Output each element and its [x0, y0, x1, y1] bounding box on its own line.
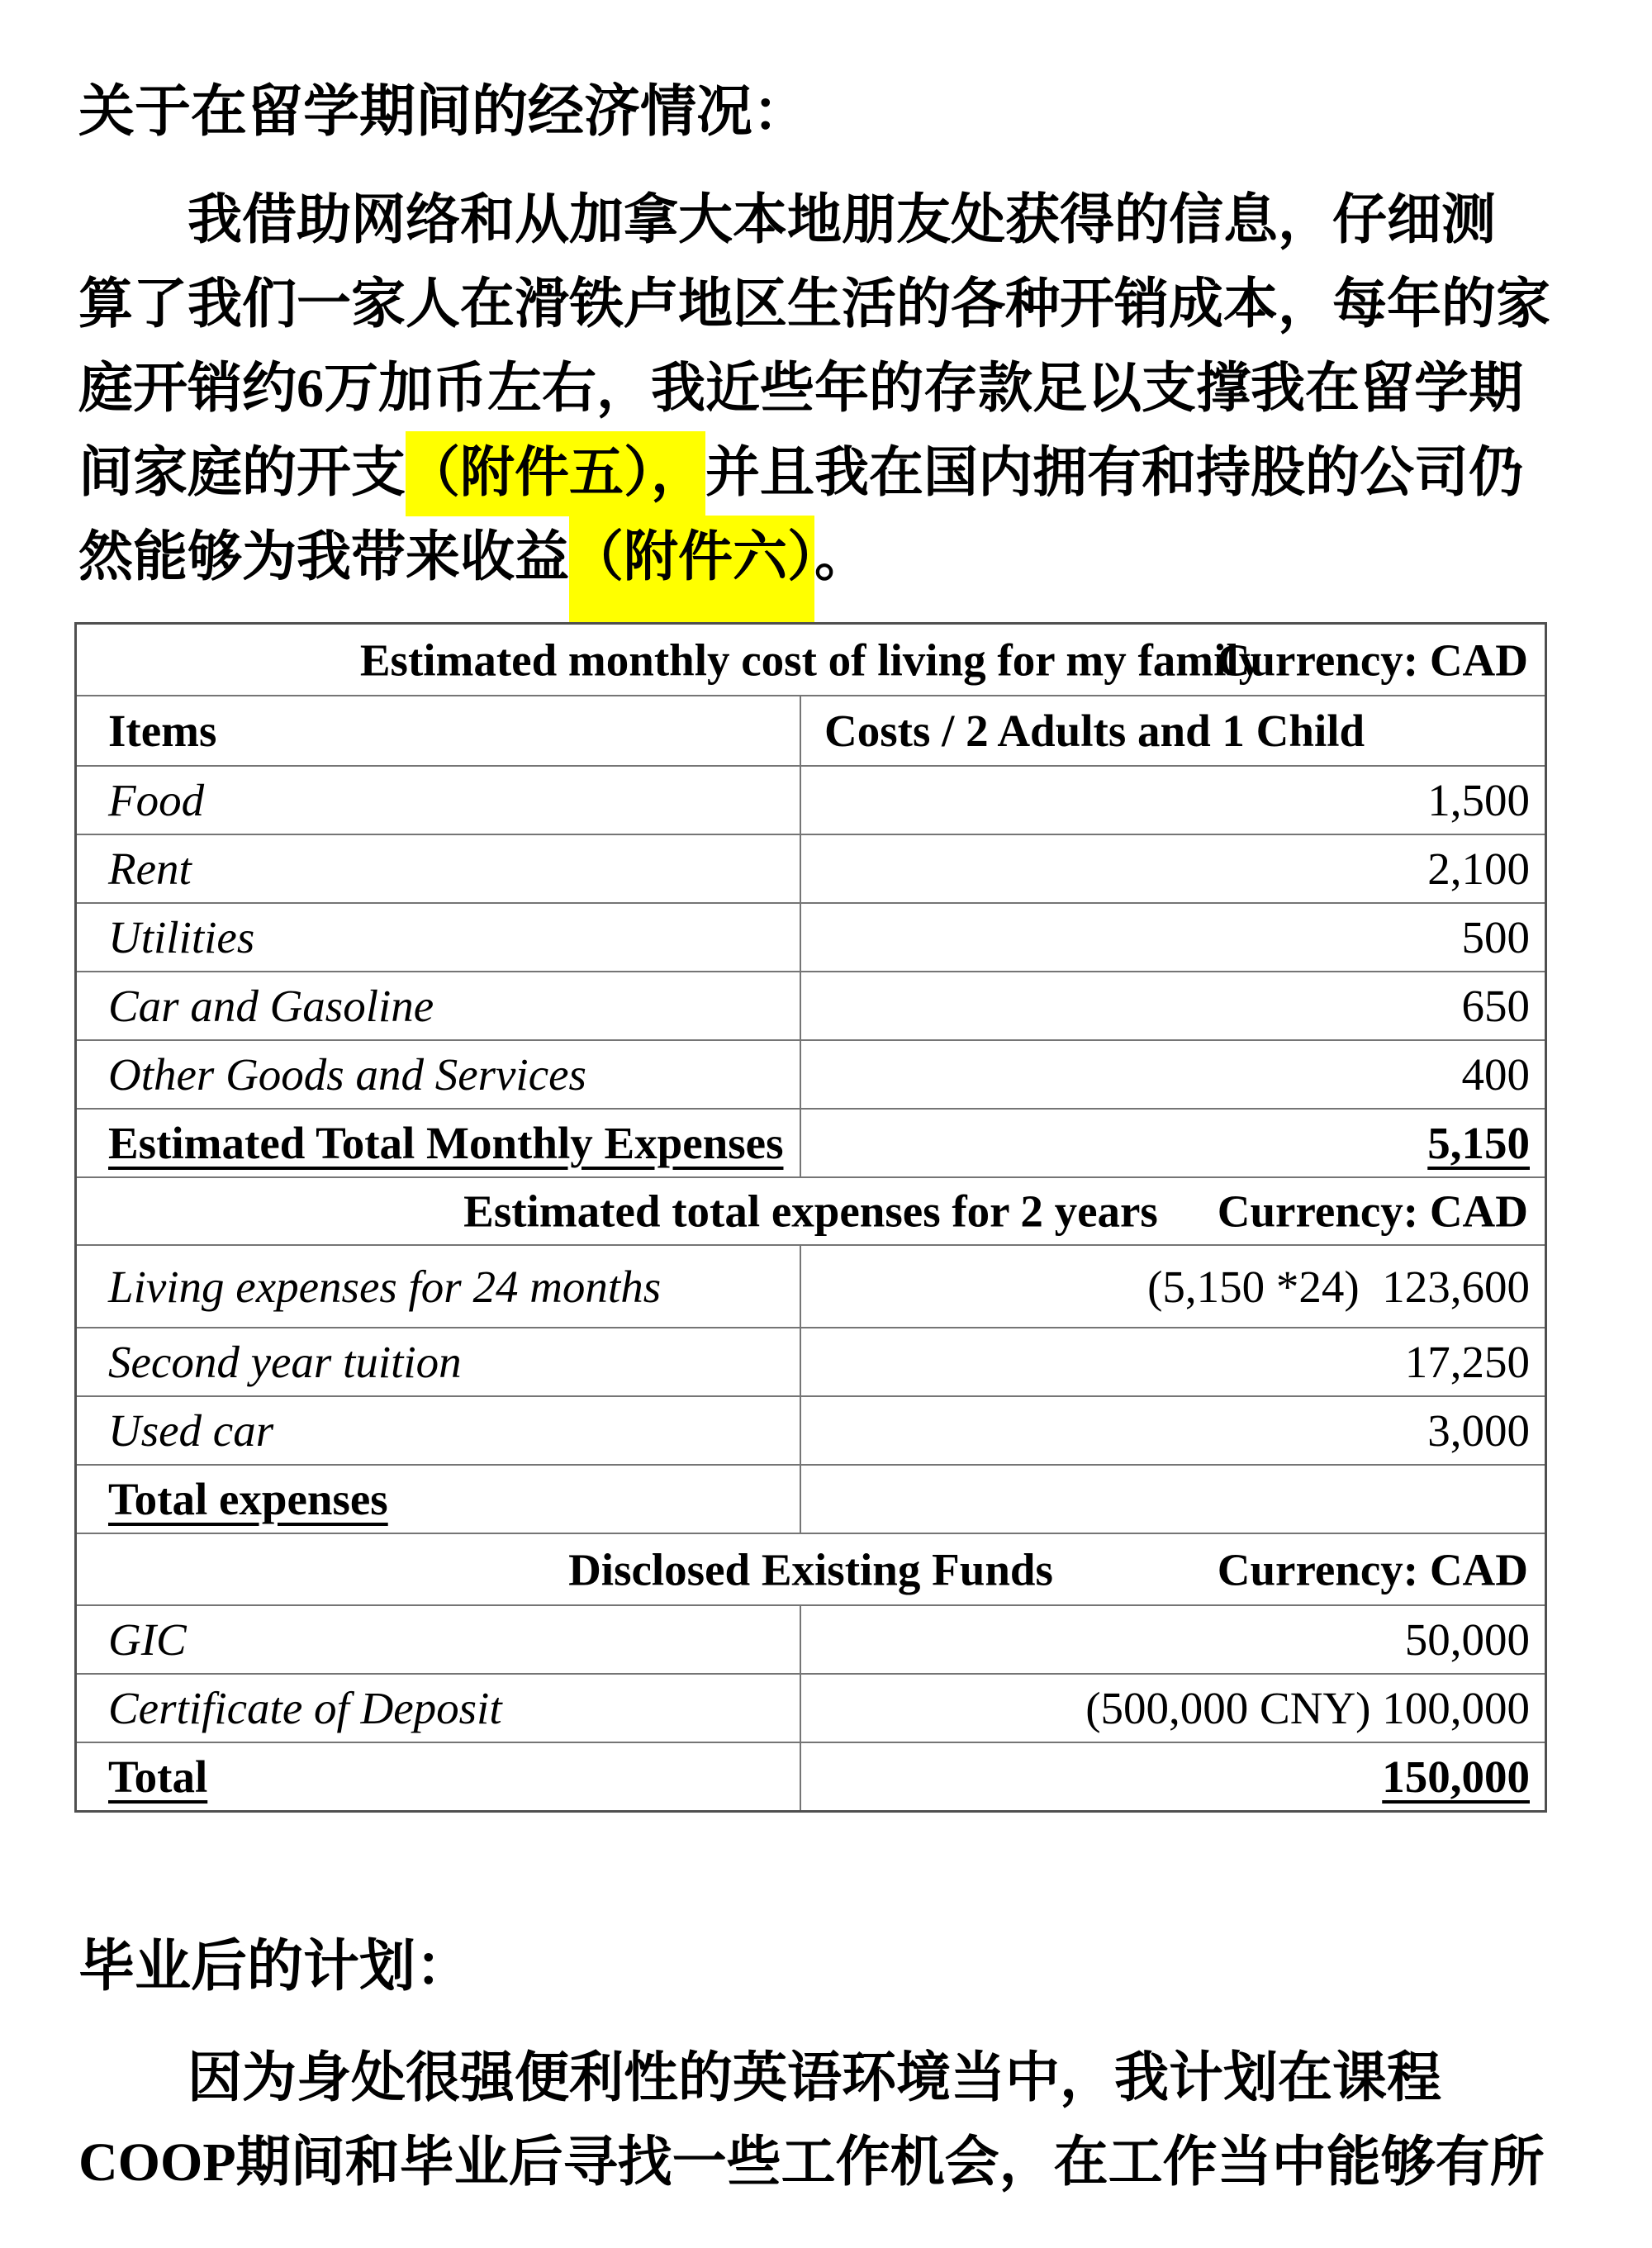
table-row [77, 1742, 1545, 1810]
text-line [78, 178, 1565, 263]
text-line [78, 431, 1565, 516]
row-value: 400 [800, 1041, 1545, 1108]
table-row [77, 1395, 1545, 1464]
row-label: Used car [108, 1405, 274, 1456]
section-heading-plans: 毕业后的计划： [78, 1935, 472, 1998]
row-value: (500,000 CNY) 100,000 [800, 1675, 1545, 1742]
text-segment: 间家庭的开支 [78, 443, 406, 503]
table-row [77, 1244, 1545, 1327]
table-section-header [77, 1533, 1545, 1604]
row-value: 650 [800, 972, 1545, 1039]
row-value: 500 [800, 904, 1545, 971]
table-row [77, 765, 1545, 834]
text-segment: 算了我们一家人在滑铁卢地区生活的各种开销成本，每年的家 [78, 274, 1550, 335]
row-label: Items [108, 706, 217, 756]
row-label: Utilities [108, 912, 255, 962]
table-section-header [77, 1176, 1545, 1244]
text-segment: 。 [814, 527, 869, 587]
row-value: 3,000 [800, 1397, 1545, 1464]
table-section-title: Estimated total expenses for 2 years [463, 1186, 1158, 1237]
table-currency-label: Currency: CAD [1217, 634, 1528, 685]
table-row [77, 695, 1545, 765]
table-section [77, 1533, 1545, 1810]
paragraph-post-graduation [78, 2037, 1574, 2205]
highlight-annex-5: （附件五）， [406, 431, 705, 516]
paragraph-financial-situation [78, 178, 1565, 600]
row-label: Total [108, 1751, 208, 1802]
row-label: Other Goods and Services [108, 1049, 586, 1100]
table-section [77, 1176, 1545, 1533]
text-line [78, 516, 1565, 600]
row-value [800, 1466, 1545, 1533]
row-value: Costs / 2 Adults and 1 Child [800, 696, 1545, 765]
table-row [77, 1604, 1545, 1673]
text-line [78, 263, 1565, 347]
table-currency-label: Currency: CAD [1217, 1186, 1528, 1237]
row-label: Car and Gasoline [108, 981, 434, 1031]
text-line [78, 347, 1565, 431]
row-label: Rent [108, 844, 192, 894]
text-segment: 然能够为我带来收益 [78, 527, 569, 587]
row-label: GIC [108, 1614, 187, 1665]
text-line [78, 2037, 1574, 2121]
row-label: Total expenses [108, 1474, 388, 1524]
row-label: Living expenses for 24 months [108, 1261, 662, 1312]
highlight-annex-6: （附件六） [569, 516, 814, 629]
text-segment: 我借助网络和从加拿大本地朋友处获得的信息，仔细测 [188, 190, 1496, 250]
table-currency-label: Currency: CAD [1217, 1544, 1528, 1595]
table-section-title: Disclosed Existing Funds [568, 1544, 1053, 1595]
row-value: 1,500 [800, 767, 1545, 834]
table-section-title: Estimated monthly cost of living for my family [359, 634, 1262, 685]
row-label: Certificate of Deposit [108, 1683, 502, 1733]
table-section-header [77, 625, 1545, 695]
text-segment: 并且我在国内拥有和持股的公司仍 [705, 443, 1523, 503]
table-row [77, 1673, 1545, 1742]
table-row [77, 834, 1545, 902]
row-value: 5,150 [800, 1110, 1545, 1176]
row-label: Food [108, 775, 205, 825]
table-section [77, 625, 1545, 1176]
row-value: 2,100 [800, 835, 1545, 902]
row-value: 150,000 [800, 1743, 1545, 1810]
table-row [77, 1108, 1545, 1176]
row-value: 17,250 [800, 1328, 1545, 1395]
section-heading-finances: 关于在留学期间的经济情况： [78, 80, 809, 143]
expenses-table [74, 622, 1547, 1813]
table-row [77, 971, 1545, 1039]
row-label: Estimated Total Monthly Expenses [108, 1118, 784, 1168]
table-row [77, 1464, 1545, 1533]
text-segment: COOP期间和毕业后寻找一些工作机会，在工作当中能够有所 [78, 2132, 1545, 2193]
table-row [77, 902, 1545, 971]
row-value: 50,000 [800, 1606, 1545, 1673]
row-label: Second year tuition [108, 1337, 462, 1387]
text-segment: 因为身处很强便利性的英语环境当中，我计划在课程 [188, 2048, 1441, 2108]
table-row [77, 1039, 1545, 1108]
row-value: (5,150 *24) 123,600 [800, 1246, 1545, 1327]
text-line [78, 2121, 1574, 2205]
text-segment: 庭开销约6万加币左右，我近些年的存款足以支撑我在留学期 [78, 359, 1523, 419]
table-row [77, 1327, 1545, 1395]
